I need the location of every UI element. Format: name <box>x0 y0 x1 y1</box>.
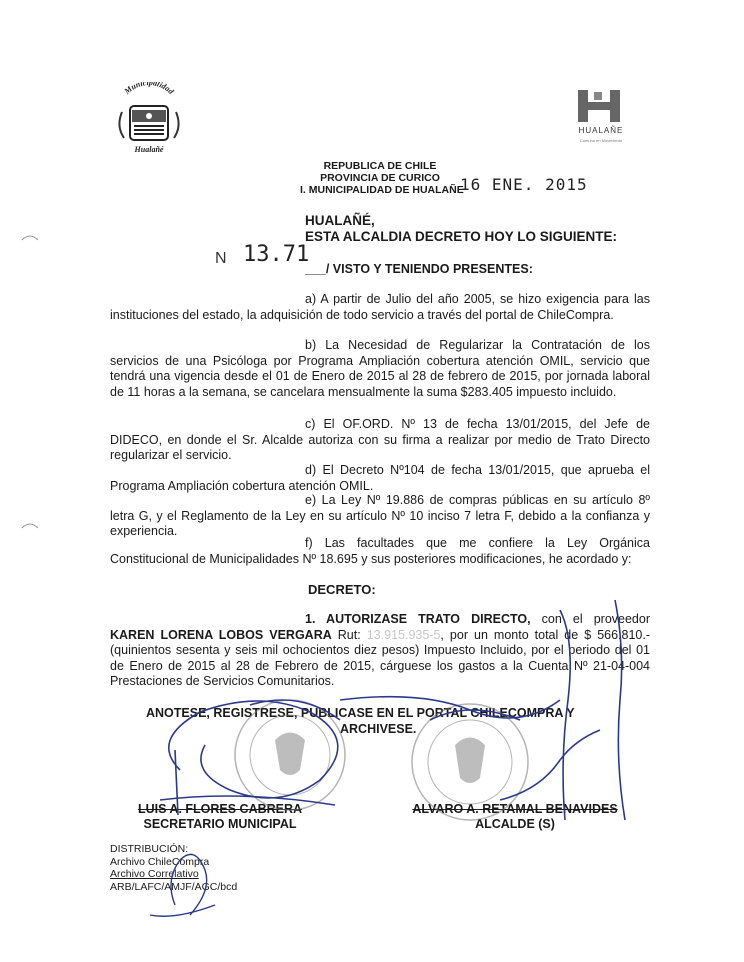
anotese-line: ANOTESE, REGISTRESE, PUBLICASE EN EL PORTAL CHILECOMPRA Y <box>146 706 575 720</box>
considerando-c <box>110 417 650 464</box>
considerando-f <box>110 536 650 567</box>
header-municipality: I. MUNICIPALIDAD DE HUALAÑE <box>300 184 464 196</box>
secretary-title: SECRETARIO MUNICIPAL <box>143 817 297 831</box>
decree-number: 13.71 <box>243 242 310 267</box>
mayor-signature-block <box>395 802 635 832</box>
rut-value: 13.915.935-5 <box>366 627 441 642</box>
mayor-name: ALVARO A. RETAMAL BENAVIDES <box>412 802 618 816</box>
secretary-name: LUIS A. FLORES CABRERA <box>137 802 303 816</box>
archivese-line: ARCHIVESE. <box>340 722 417 736</box>
punch-hole-mark <box>22 524 38 528</box>
distribution-item: Archivo ChileCompra <box>110 855 210 868</box>
header-country: REPUBLICA DE CHILE <box>323 160 437 172</box>
considerando-d <box>110 463 650 494</box>
resolution-text-2: , por un monto total de $ 566.810.- (quinientos sesenta y seis mil ochocientos diez pesos) Impuesto Incluido, por el periodo del 01 de Enero de 2015 al 28 de Febrero de 2015, cárguese los gastos a la Cuenta Nº 21-04-004 Prestaciones de Servicios Comunitarios. <box>110 627 651 688</box>
date-stamp: 16 ENE. 2015 <box>460 175 588 194</box>
resolution-paragraph <box>110 612 650 690</box>
considerando-text: c) El OF.ORD. Nº 13 de fecha 13/01/2015, del Jefe de DIDECO, en donde el Sr. Alcalde autoriza con su firma a realizar por medio de Trato Directo regularizar el servicio. <box>110 417 650 462</box>
distribution-list <box>110 843 237 893</box>
considerando-a <box>110 292 650 323</box>
considerando-text: e) La Ley Nº 19.886 de compras públicas en su artículo 8º letra G, y el Reglamento de la Ley en su artículo Nº 10 inciso 7 letra F, debido a la confianza y experiencia. <box>110 493 650 538</box>
considerando-text: f) Las facultades que me confiere la Ley Orgánica Constitucional de Municipalidades Nº 18.695 y sus posteriores modificaciones, he acordado y: <box>110 536 650 566</box>
considerando-text: b) La Necesidad de Regularizar la Contratación de los servicios de una Psicóloga por Programa Ampliación cobertura atención OMIL, servicio que tendrá una vigencia desde el 01 de Enero de 2015 al 28 de febrero de 2015, por jornada laboral de 11 horas a la semana, se cancelara mensualmente la suma $283.405 impuesto incluido. <box>110 338 650 399</box>
considerando-e <box>110 493 650 540</box>
considerando-text: d) El Decreto Nº104 de fecha 13/01/2015, que aprueba el Programa Ampliación cobertura atención OMIL. <box>110 463 650 493</box>
considerando-b <box>110 338 650 400</box>
header-province: PROVINCIA DE CURICO <box>320 172 440 184</box>
resolution-lead: 1. AUTORIZASE TRATO DIRECTO, <box>305 612 531 626</box>
hualane-brand-logo <box>568 88 640 148</box>
visto-heading: ___/ VISTO Y TENIENDO PRESENTES: <box>305 262 533 276</box>
svg-text:HUALAÑE: HUALAÑE <box>578 126 624 135</box>
svg-text:Municipalidad: Municipalidad <box>122 82 176 96</box>
svg-text:Hualañé: Hualañé <box>134 145 164 154</box>
distribution-item: Archivo Correlativo <box>110 868 199 880</box>
considerando-text: a) A partir de Julio del año 2005, se hizo exigencia para las instituciones del estado, la adquisición de todo servicio a través del portal de ChileCompra. <box>110 292 650 322</box>
svg-text:Comuna en Movimiento: Comuna en Movimiento <box>579 138 623 143</box>
resolution-text: con el proveedor <box>530 612 651 626</box>
city-heading: HUALAÑÉ, <box>305 213 375 228</box>
decreto-heading: DECRETO: <box>308 582 376 597</box>
punch-hole-mark <box>22 236 38 240</box>
intro-heading: ESTA ALCALDIA DECRETO HOY LO SIGUIENTE: <box>305 229 618 244</box>
mayor-title: ALCALDE (S) <box>475 817 555 831</box>
distribution-item: ARB/LAFC/AMJF/AGC/bcd <box>110 880 238 893</box>
decree-number-prefix: N <box>215 250 227 267</box>
document-header <box>300 160 464 196</box>
provider-name: KAREN LORENA LOBOS VERGARA <box>110 627 332 642</box>
rut-label: Rut: <box>331 627 367 642</box>
municipal-seal-logo <box>110 82 188 154</box>
secretary-signature-block <box>120 802 320 832</box>
distribution-title: DISTRIBUCIÓN: <box>110 843 189 855</box>
